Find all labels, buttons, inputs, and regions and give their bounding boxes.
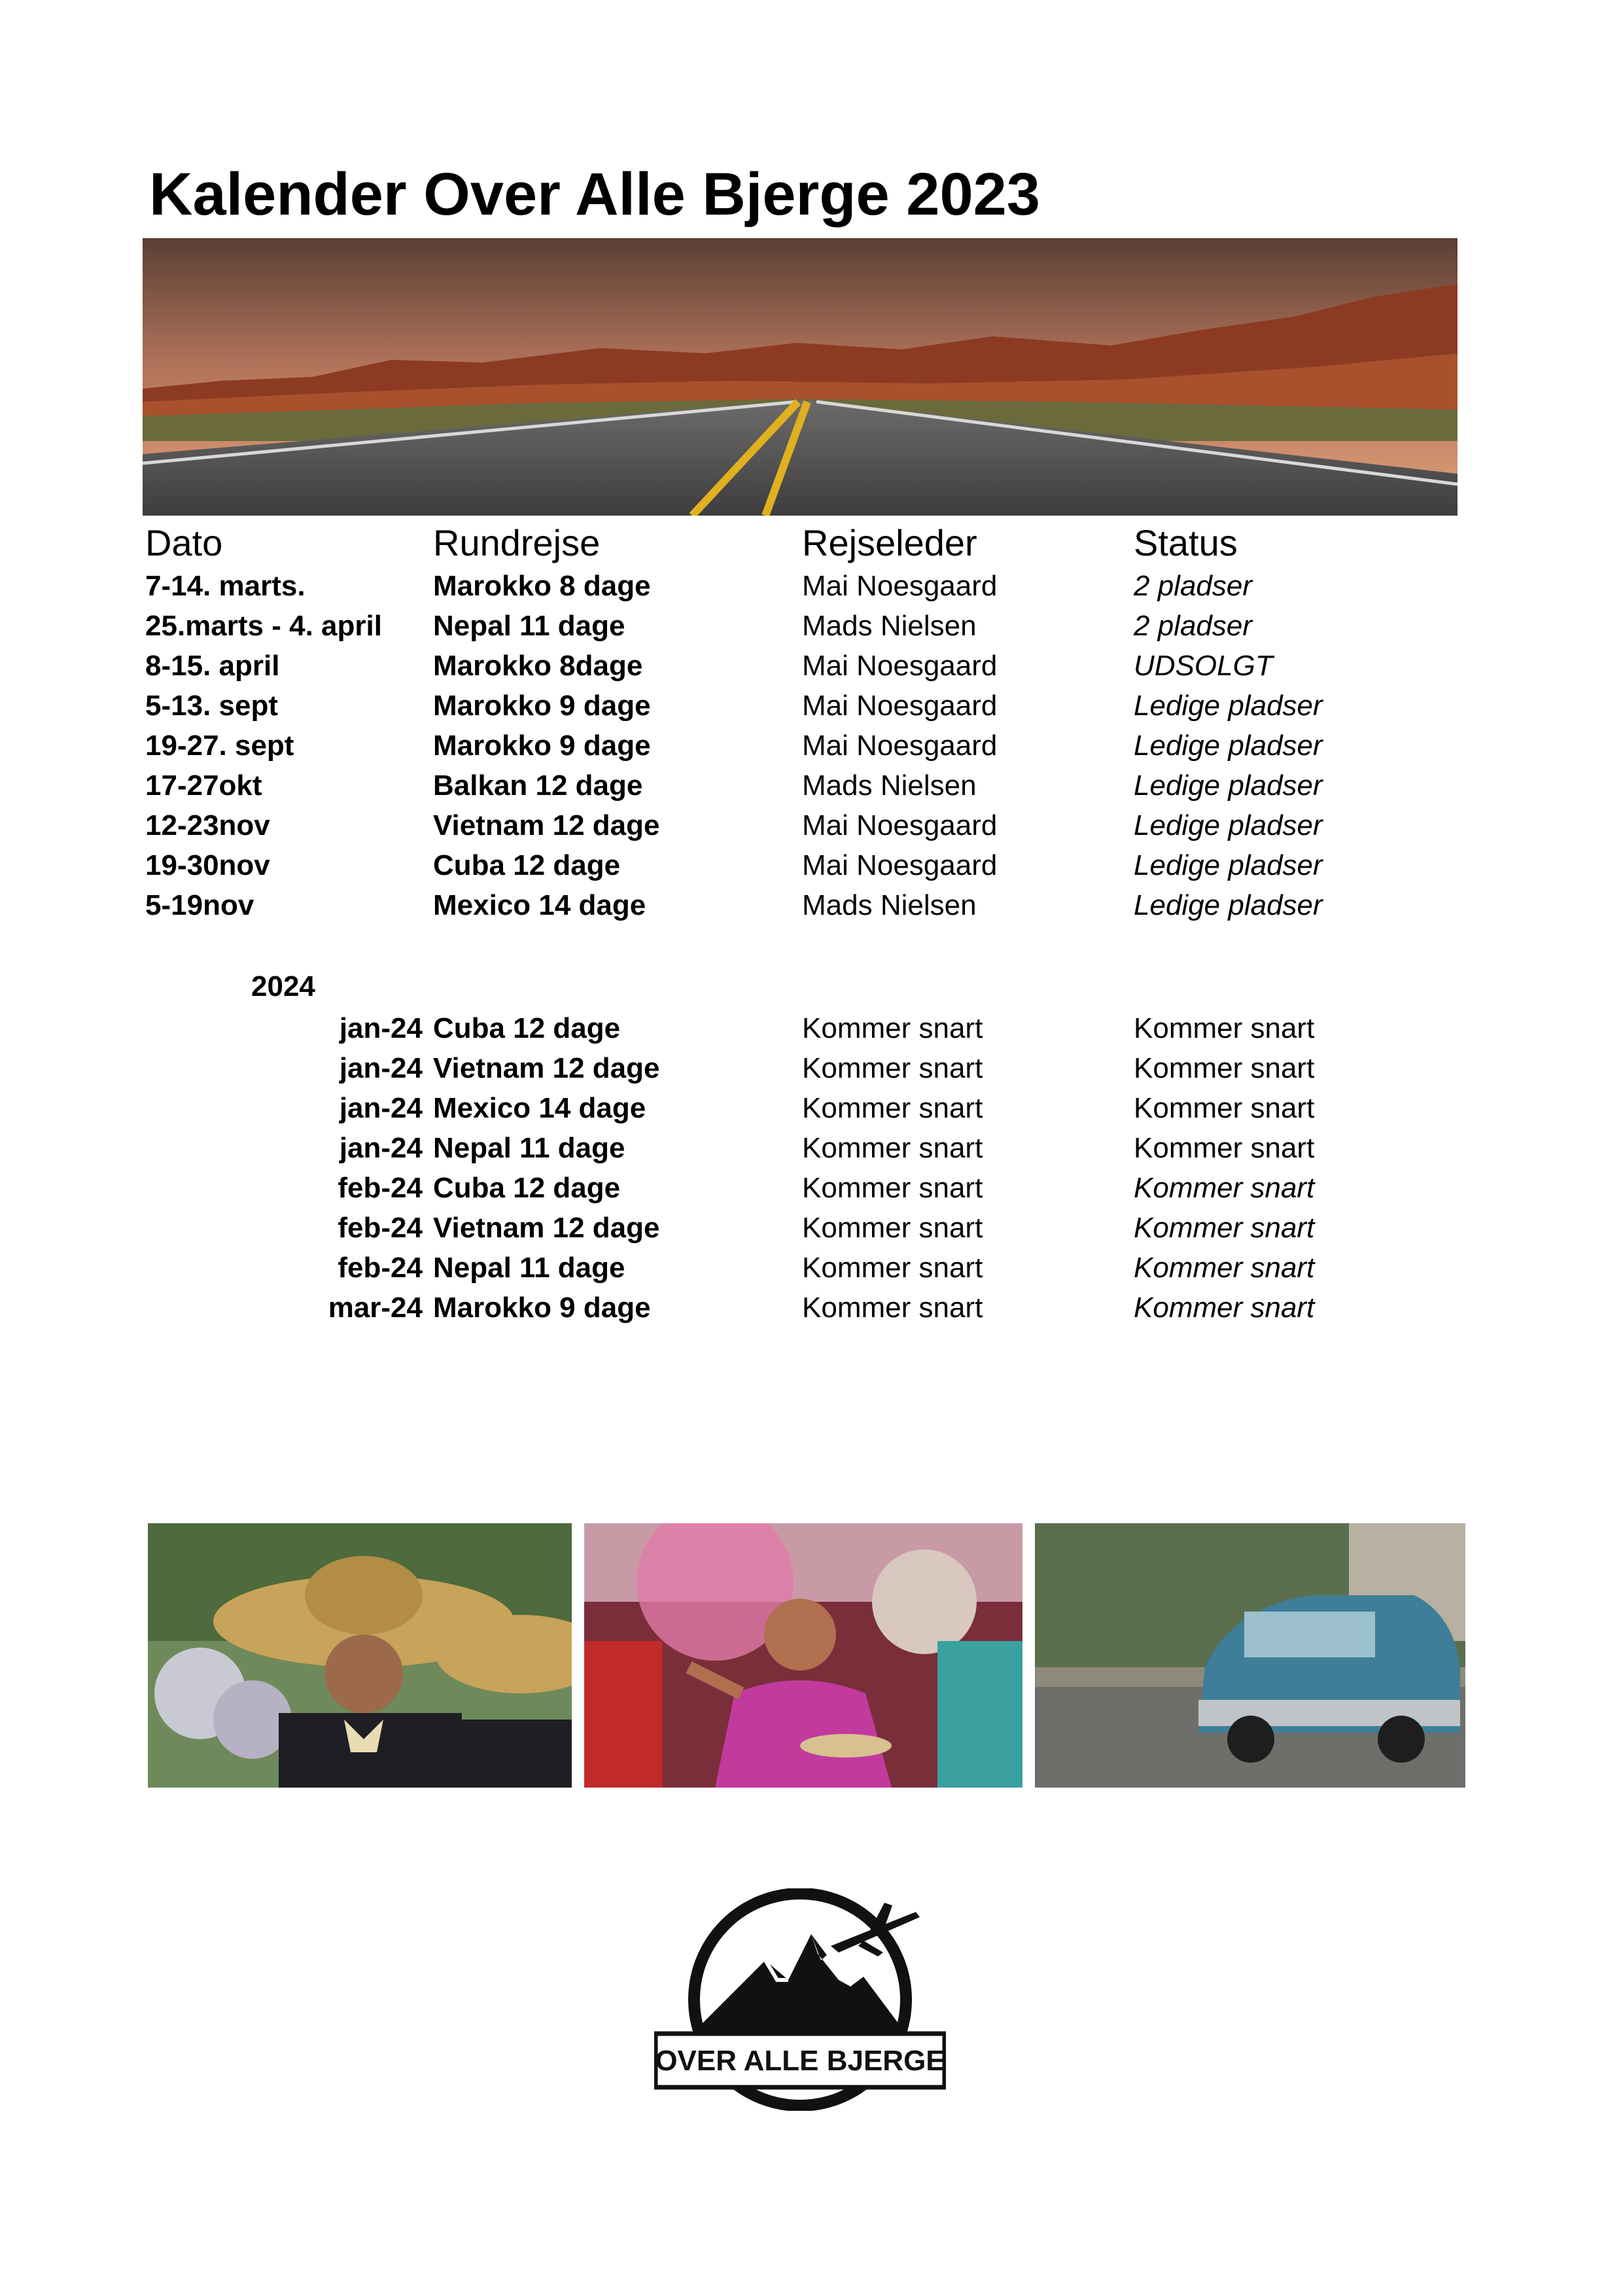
trip-leader: Mai Noesgaard <box>802 690 998 722</box>
column-header-rejseleder: Rejseleder <box>802 522 977 563</box>
trip-leader: Mai Noesgaard <box>802 849 998 881</box>
trip-status: Ledige pladser <box>1134 730 1323 762</box>
trip-date: 12-23nov <box>145 809 270 841</box>
trip-leader: Kommer snart <box>802 1252 983 1284</box>
trip-status: 2 pladser <box>1134 570 1253 602</box>
trip-status: Kommer snart <box>1134 1092 1315 1124</box>
trip-leader: Kommer snart <box>802 1092 983 1124</box>
trip-leader: Mai Noesgaard <box>802 570 998 602</box>
trip-status: Ledige pladser <box>1134 889 1323 921</box>
trip-tour: Vietnam 12 dage <box>433 1212 660 1244</box>
trip-leader: Mai Noesgaard <box>802 650 998 682</box>
trip-leader: Kommer snart <box>802 1132 983 1164</box>
trip-tour: Marokko 8 dage <box>433 570 651 602</box>
trip-date: feb-24 <box>338 1252 423 1284</box>
trip-date: jan-24 <box>339 1012 423 1044</box>
trip-status: Kommer snart <box>1134 1132 1315 1164</box>
trip-status: Ledige pladser <box>1134 849 1323 881</box>
over-alle-bjerge-logo <box>654 1888 946 2111</box>
logo-text: OVER ALLE BJERGE <box>655 2045 945 2077</box>
trip-tour: Nepal 11 dage <box>433 1252 625 1284</box>
photo-mariachi <box>148 1523 572 1788</box>
trip-tour: Cuba 12 dage <box>433 1172 621 1204</box>
trip-date: feb-24 <box>338 1172 423 1204</box>
trip-date: 17-27okt <box>145 769 262 802</box>
trip-status: Kommer snart <box>1134 1212 1315 1244</box>
photo-classic-car <box>1035 1523 1465 1788</box>
column-header-status: Status <box>1134 522 1238 563</box>
trip-status: Kommer snart <box>1134 1252 1315 1284</box>
trip-leader: Kommer snart <box>802 1012 983 1044</box>
trip-leader: Mads Nielsen <box>802 769 977 802</box>
trip-tour: Vietnam 12 dage <box>433 809 660 841</box>
trip-status: Kommer snart <box>1134 1052 1315 1084</box>
trip-leader: Kommer snart <box>802 1172 983 1204</box>
trip-status: Ledige pladser <box>1134 809 1323 841</box>
trip-status: Kommer snart <box>1134 1012 1315 1044</box>
trip-tour: Cuba 12 dage <box>433 1012 621 1044</box>
trip-tour: Marokko 9 dage <box>433 690 651 722</box>
trip-tour: Marokko 8dage <box>433 650 643 682</box>
banner-road-image <box>143 238 1457 516</box>
trip-tour: Vietnam 12 dage <box>433 1052 660 1084</box>
trip-status: 2 pladser <box>1134 610 1253 642</box>
trip-leader: Kommer snart <box>802 1212 983 1244</box>
trip-status: Kommer snart <box>1134 1292 1315 1324</box>
column-header-rundrejse: Rundrejse <box>433 522 601 563</box>
column-header-dato: Dato <box>145 522 223 563</box>
year-2024-label: 2024 <box>251 970 315 1002</box>
trip-leader: Kommer snart <box>802 1292 983 1324</box>
trip-leader: Kommer snart <box>802 1052 983 1084</box>
trip-date: 25.marts - 4. april <box>145 610 382 642</box>
trip-date: 5-19nov <box>145 889 254 921</box>
trip-status: Ledige pladser <box>1134 690 1323 722</box>
trip-tour: Cuba 12 dage <box>433 849 621 881</box>
trip-date: 7-14. marts. <box>145 570 305 602</box>
trip-status: Kommer snart <box>1134 1172 1315 1204</box>
trip-date: feb-24 <box>338 1212 423 1244</box>
trip-leader: Mads Nielsen <box>802 889 977 921</box>
trip-status: Ledige pladser <box>1134 769 1323 802</box>
trip-date: mar-24 <box>328 1292 423 1324</box>
trip-leader: Mai Noesgaard <box>802 809 998 841</box>
trip-tour: Nepal 11 dage <box>433 610 625 642</box>
trip-leader: Mads Nielsen <box>802 610 977 642</box>
trip-tour: Balkan 12 dage <box>433 769 643 802</box>
trip-tour: Marokko 9 dage <box>433 1292 651 1324</box>
trip-tour: Nepal 11 dage <box>433 1132 625 1164</box>
trip-date: 19-27. sept <box>145 730 294 762</box>
photo-holi-festival <box>584 1523 1022 1788</box>
trip-date: jan-24 <box>339 1052 423 1084</box>
trip-date: 8-15. april <box>145 650 280 682</box>
trip-tour: Marokko 9 dage <box>433 730 651 762</box>
trip-date: jan-24 <box>339 1132 423 1164</box>
trip-tour: Mexico 14 dage <box>433 889 646 921</box>
trip-date: jan-24 <box>339 1092 423 1124</box>
trip-status: UDSOLGT <box>1134 650 1273 682</box>
trip-tour: Mexico 14 dage <box>433 1092 646 1124</box>
page-title: Kalender Over Alle Bjerge 2023 <box>149 161 1040 228</box>
trip-leader: Mai Noesgaard <box>802 730 998 762</box>
trip-date: 19-30nov <box>145 849 270 881</box>
trip-date: 5-13. sept <box>145 690 278 722</box>
